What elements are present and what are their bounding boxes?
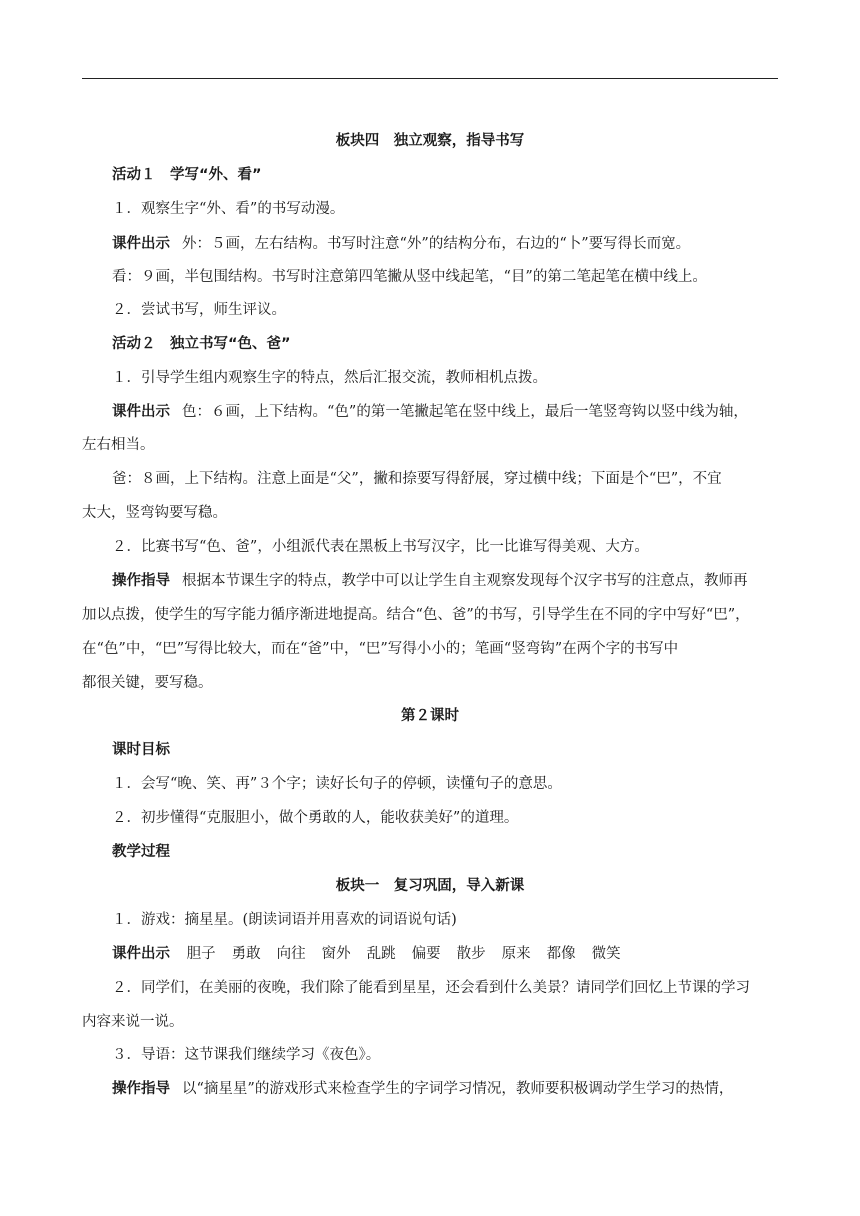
word-item: 原来 — [501, 946, 531, 962]
guidance-label: 操作指导 — [112, 573, 170, 589]
wai-text: 外：５画，左右结构。书写时注意“外”的结构分布，右边的“卜”要写得长而宽。 — [182, 236, 691, 252]
guidance-label: 操作指导 — [112, 1081, 170, 1097]
guidance1-line1: 根据本节课生字的特点，教学中可以让学生自主观察发现每个汉字书写的注意点，教师再 — [182, 573, 748, 589]
guidance1-line2: 加以点拨，使学生的写字能力循序渐进地提高。结合“色、爸”的书写，引导学生在不同的字中写好“巴”， — [82, 607, 750, 623]
objective-item-2: ２．初步懂得“克服胆小，做个勇敢的人，能收获美好”的道理。 — [112, 810, 519, 826]
objective-item-1: １．会写“晚、笑、再”３个字；读好长句子的停顿，读懂句子的意思。 — [112, 776, 562, 792]
activity1-step1: １．观察生字“外、看”的书写动漫。 — [112, 201, 345, 217]
word-item: 乱跳 — [366, 946, 396, 962]
word-item: 向往 — [276, 946, 306, 962]
activity2-step2: ２．比赛书写“色、爸”，小组派代表在黑板上书写汉字，比一比谁写得美观、大方。 — [112, 539, 649, 555]
word-item: 勇敢 — [231, 946, 261, 962]
word-item: 都像 — [546, 946, 576, 962]
courseware-label: 课件出示 — [112, 236, 170, 252]
se-text-line1: 色：６画，上下结构。“色”的第一笔撇起笔在竖中线上，最后一笔竖弯钩以竖中线为轴， — [182, 404, 748, 420]
guidance1-line1-row — [112, 572, 778, 590]
word-item: 微笑 — [591, 946, 621, 962]
section1-heading: 板块一 复习巩固，导入新课 — [335, 878, 525, 894]
ba-text-line1: 爸：８画，上下结构。注意上面是“父”，撇和捺要写得舒展，穿过横中线；下面是个“巴”，不宜 — [112, 471, 722, 487]
word-item: 胆子 — [186, 946, 216, 962]
guidance1-line4: 都很关键，要写稳。 — [82, 675, 213, 691]
guidance2-row — [112, 1080, 778, 1098]
activity2-courseware — [112, 403, 778, 421]
kan-text: 看：９画，半包围结构。书写时注意第四笔撇从竖中线起笔，“目”的第二笔起笔在横中线上。 — [112, 269, 707, 285]
review-step2-line1: ２．同学们，在美丽的夜晚，我们除了能看到星星，还会看到什么美景？请同学们回忆上节课的学习 — [112, 980, 750, 996]
activity1-title: 活动１ 学写“外、看” — [112, 167, 262, 183]
guidance1-line3: 在“色”中，“巴”写得比较大，而在“爸”中，“巴”写得小小的；笔画“竖弯钩”在两个字的书写中 — [82, 641, 679, 657]
word-item: 窗外 — [321, 946, 351, 962]
ba-text-line2: 太大，竖弯钩要写稳。 — [82, 505, 227, 521]
review-courseware — [112, 945, 778, 963]
activity1-step2: ２．尝试书写，师生评议。 — [112, 302, 286, 318]
process-label: 教学过程 — [112, 844, 170, 860]
objectives-label: 课时目标 — [112, 742, 170, 758]
activity1-courseware — [112, 235, 778, 253]
word-item: 偏要 — [411, 946, 441, 962]
se-text-line2: 左右相当。 — [82, 437, 155, 453]
review-step2-line2: 内容来说一说。 — [82, 1014, 184, 1030]
courseware-label: 课件出示 — [112, 404, 170, 420]
section4-heading: 板块四 独立观察，指导书写 — [335, 133, 525, 149]
word-item: 散步 — [456, 946, 486, 962]
review-step1: １．游戏：摘星星。(朗读词语并用喜欢的词语说句话) — [112, 912, 457, 928]
courseware-label: 课件出示 — [112, 946, 170, 962]
review-step3: ３．导语：这节课我们继续学习《夜色》。 — [112, 1047, 381, 1063]
lesson2-heading: 第２课时 — [401, 708, 459, 724]
word-list — [187, 946, 637, 962]
activity2-step1: １．引导学生组内观察生字的特点，然后汇报交流，教师相机点拨。 — [112, 370, 547, 386]
guidance2-line1: 以“摘星星”的游戏形式来检查学生的字词学习情况，教师要积极调动学生学习的热情， — [182, 1081, 734, 1097]
activity2-title: 活动２ 独立书写“色、爸” — [112, 336, 291, 352]
header-rule — [82, 78, 778, 79]
